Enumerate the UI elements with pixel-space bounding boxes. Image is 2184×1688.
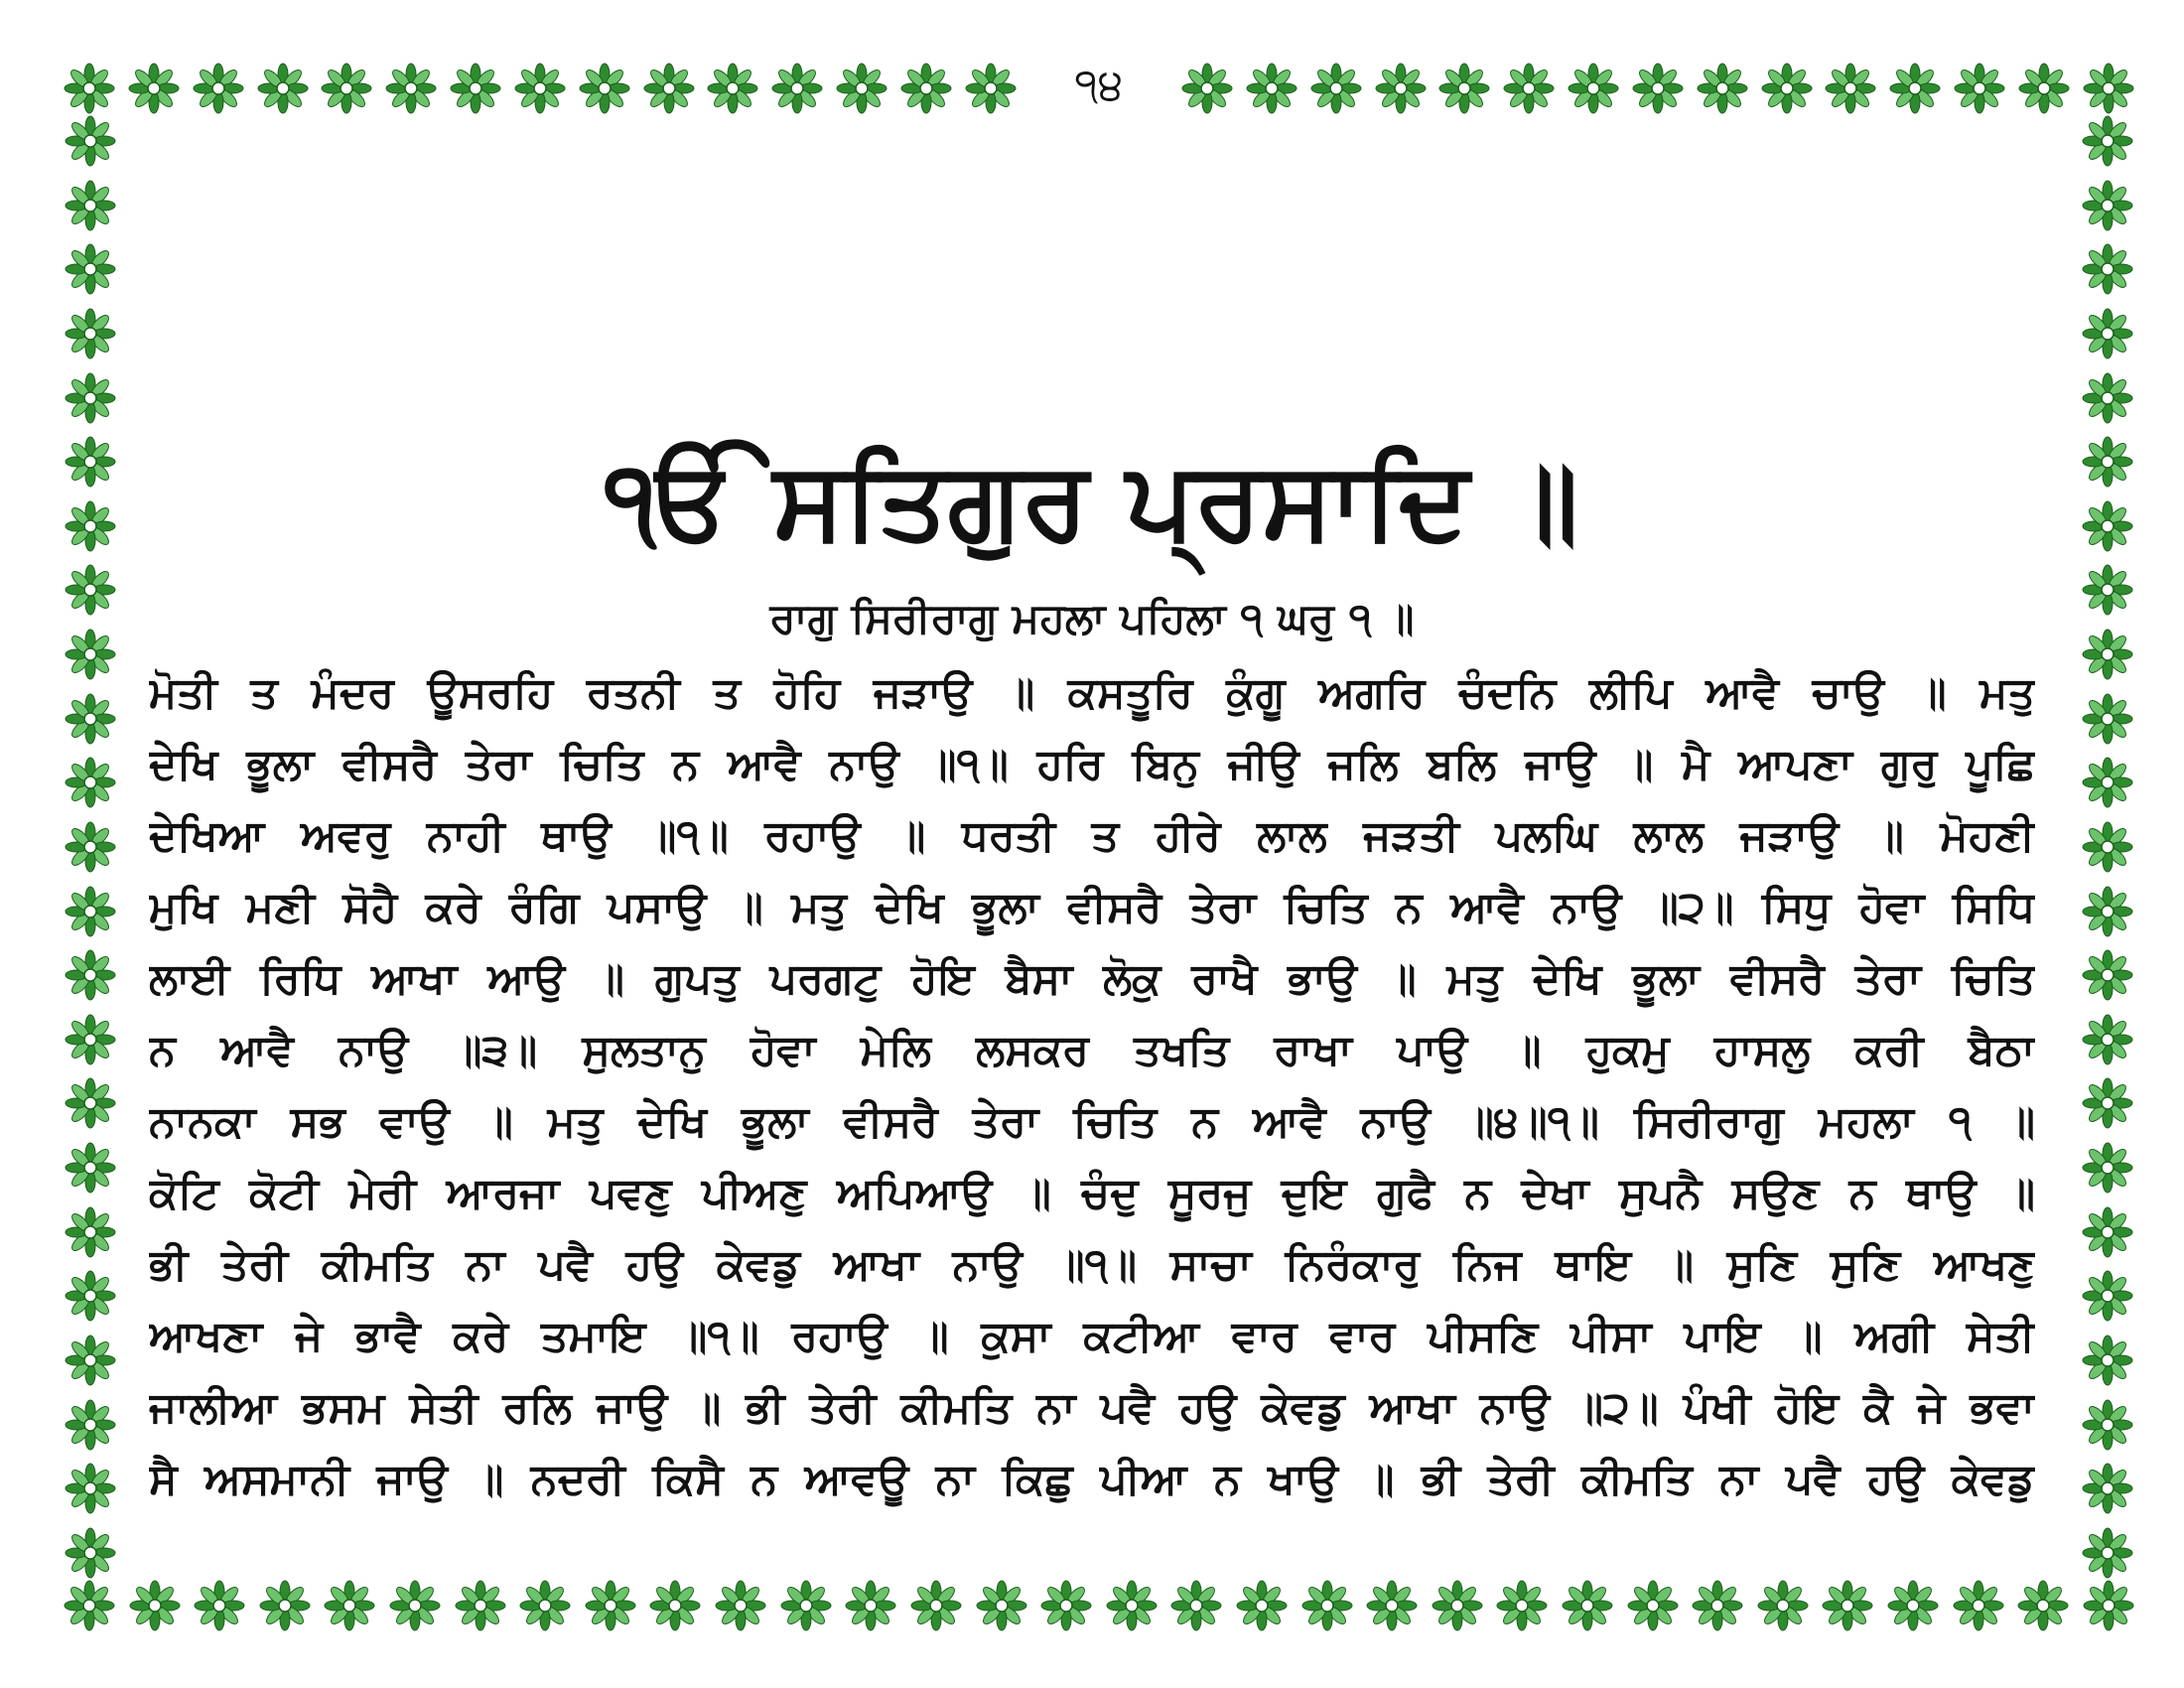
flower-icon	[2082, 1399, 2133, 1451]
flower-icon	[2082, 1463, 2133, 1514]
raag-heading: ਰਾਗੁ ਸਿਰੀਰਾਗੁ ਮਹਲਾ ਪਹਿਲਾ ੧ ਘਰੁ ੧ ॥	[769, 594, 1415, 642]
flower-icon	[257, 63, 309, 114]
flower-icon	[2082, 757, 2133, 808]
flower-icon	[1692, 1580, 1743, 1631]
flower-icon	[1761, 63, 1813, 114]
page-content	[149, 357, 2035, 1559]
shabad-line: ਆਖਣਾ ਜੇ ਭਾਵੈ ਕਰੇ ਤਮਾਇ ॥੧॥ ਰਹਾਉ ॥ ਕੁਸਾ ਕਟੀਆ ਵਾਰ ਵਾਰ ਪੀਸਣਿ ਪੀਸਾ ਪਾਇ ॥ ਅਗੀ ਸੇਤੀ	[149, 1312, 2035, 1361]
flower-icon	[1040, 1580, 1092, 1631]
flower-icon	[65, 308, 116, 359]
flower-icon	[900, 63, 952, 114]
flower-icon	[65, 436, 116, 488]
flower-icon	[1236, 1580, 1288, 1631]
flower-icon	[1170, 1580, 1222, 1631]
flower-icon	[1825, 63, 1876, 114]
flower-icon	[1757, 1580, 1809, 1631]
flower-icon	[1887, 1580, 1939, 1631]
flower-icon	[450, 63, 501, 114]
flower-icon	[579, 63, 630, 114]
flower-icon	[65, 693, 116, 745]
shabad-line: ਲਾਈ ਰਿਧਿ ਆਖਾ ਆਉ ॥ ਗੁਪਤੁ ਪਰਗਟੁ ਹੋਇ ਬੈਸਾ ਲੋਕੁ ਰਾਖੈ ਭਾਉ ॥ ਮਤੁ ਦੇਖਿ ਭੂਲਾ ਵੀਸਰੈ ਤੇਰਾ ਚਿਤਿ	[149, 954, 2035, 1004]
flower-icon	[649, 1580, 701, 1631]
flower-icon	[129, 1580, 181, 1631]
flower-icon	[2082, 436, 2133, 488]
flower-icon	[65, 180, 116, 231]
flower-icon	[65, 1335, 116, 1386]
flower-icon	[2082, 372, 2133, 424]
flower-icon	[65, 629, 116, 680]
flower-icon	[65, 372, 116, 424]
flower-icon	[389, 1580, 441, 1631]
flower-icon	[2082, 180, 2133, 231]
flower-icon	[65, 886, 116, 937]
flower-icon	[321, 63, 372, 114]
flower-icon	[65, 1399, 116, 1451]
flower-icon	[1432, 1580, 1483, 1631]
flower-icon	[259, 1580, 311, 1631]
flower-icon	[1632, 63, 1684, 114]
flower-icon	[1889, 63, 1941, 114]
flower-icon	[1106, 1580, 1158, 1631]
flower-icon	[2082, 564, 2133, 616]
flower-icon	[65, 757, 116, 808]
border-right	[2081, 115, 2134, 1579]
flower-icon	[2083, 63, 2134, 114]
flower-icon	[2082, 1014, 2133, 1065]
flower-icon	[455, 1580, 506, 1631]
shabad-line: ਕੋਟਿ ਕੋਟੀ ਮੇਰੀ ਆਰਜਾ ਪਵਣੁ ਪੀਅਣੁ ਅਪਿਆਉ ॥ ਚੰਦੁ ਸੂਰਜੁ ਦੁਇ ਗੁਫੈ ਨ ਦੇਖਾ ਸੁਪਨੈ ਸਉਣ ਨ ਥਾਉ ॥	[149, 1169, 2035, 1218]
shabad-line: ਦੇਖਿ ਭੂਲਾ ਵੀਸਰੈ ਤੇਰਾ ਚਿਤਿ ਨ ਆਵੈ ਨਾਉ ॥੧॥ ਹਰਿ ਬਿਨੁ ਜੀਉ ਜਲਿ ਬਲਿ ਜਾਉ ॥ ਮੈ ਆਪਣਾ ਗੁਰੁ ਪੂਛਿ	[149, 740, 2035, 789]
flower-icon	[780, 1580, 832, 1631]
flower-icon	[2082, 243, 2133, 295]
flower-icon	[845, 1580, 896, 1631]
shabad-line: ਜਾਲੀਆ ਭਸਮ ਸੇਤੀ ਰਲਿ ਜਾਉ ॥ ਭੀ ਤੇਰੀ ਕੀਮਤਿ ਨਾ ਪਵੈ ਹਉ ਕੇਵਡੁ ਆਖਾ ਨਾਉ ॥੨॥ ਪੰਖੀ ਹੋਇ ਕੈ ਜੇ ਭਵਾ	[149, 1383, 2035, 1433]
flower-icon	[65, 1463, 116, 1514]
flower-icon	[1375, 63, 1427, 114]
shabad-line: ਨਾਨਕਾ ਸਭ ਵਾਉ ॥ ਮਤੁ ਦੇਖਿ ਭੂਲਾ ਵੀਸਰੈ ਤੇਰਾ ਚਿਤਿ ਨ ਆਵੈ ਨਾਉ ॥੪॥੧॥ ਸਿਰੀਰਾਗੁ ਮਹਲਾ ੧ ॥	[149, 1097, 2035, 1147]
flower-icon	[2082, 886, 2133, 937]
flower-icon	[64, 63, 115, 114]
flower-icon	[1954, 63, 2005, 114]
flower-icon	[194, 1580, 245, 1631]
border-bottom	[64, 1579, 2134, 1632]
flower-icon	[65, 115, 116, 167]
shabad-line: ਭੀ ਤੇਰੀ ਕੀਮਤਿ ਨਾ ਪਵੈ ਹਉ ਕੇਵਡੁ ਆਖਾ ਨਾਉ ॥੧॥ ਸਾਚਾ ਨਿਰੰਕਾਰੁ ਨਿਜ ਥਾਇ ॥ ਸੁਣਿ ਸੁਣਿ ਆਖਣੁ	[149, 1240, 2035, 1290]
mool-mantar-title	[149, 437, 2035, 566]
flower-icon	[1568, 63, 1619, 114]
flower-icon	[2083, 1580, 2134, 1631]
flower-icon	[2082, 821, 2133, 873]
flower-icon	[1181, 63, 1233, 114]
flower-icon	[2082, 500, 2133, 552]
flower-icon	[2018, 63, 2070, 114]
flower-icon	[1953, 1580, 2004, 1631]
flower-icon	[715, 1580, 766, 1631]
flower-icon	[2082, 1270, 2133, 1322]
border-top-right	[1181, 62, 2134, 115]
flower-icon	[976, 1580, 1027, 1631]
shabad-line: ਨ ਆਵੈ ਨਾਉ ॥੩॥ ਸੁਲਤਾਨੁ ਹੋਵਾ ਮੇਲਿ ਲਸਕਰ ਤਖਤਿ ਰਾਖਾ ਪਾਉ ॥ ਹੁਕਮੁ ਹਾਸਲੁ ਕਰੀ ਬੈਠਾ	[149, 1026, 2035, 1075]
flower-icon	[1310, 63, 1362, 114]
flower-icon	[910, 1580, 962, 1631]
flower-icon	[514, 63, 566, 114]
shabad-line: ਮੋਤੀ ਤ ਮੰਦਰ ਊਸਰਹਿ ਰਤਨੀ ਤ ਹੋਹਿ ਜੜਾਉ ॥ ਕਸਤੂਰਿ ਕੁੰਗੂ ਅਗਰਿ ਚੰਦਨਿ ਲੀਪਿ ਆਵੈ ਚਾਉ ॥ ਮਤੁ	[149, 668, 2035, 718]
flower-icon	[2082, 1142, 2133, 1194]
page-number: ੧੪	[1074, 60, 1124, 110]
shabad-line: ਮੁਖਿ ਮਣੀ ਸੋਹੈ ਕਰੇ ਰੰਗਿ ਪਸਾਉ ॥ ਮਤੁ ਦੇਖਿ ਭੂਲਾ ਵੀਸਰੈ ਤੇਰਾ ਚਿਤਿ ਨ ਆਵੈ ਨਾਉ ॥੨॥ ਸਿਧੁ ਹੋਵਾ ਸਿਧਿ	[149, 883, 2035, 932]
flower-icon	[2082, 693, 2133, 745]
flower-icon	[2082, 949, 2133, 1001]
flower-icon	[2082, 1077, 2133, 1129]
flower-icon	[1562, 1580, 1613, 1631]
flower-icon	[65, 1270, 116, 1322]
flower-icon	[1822, 1580, 1873, 1631]
flower-icon	[2082, 308, 2133, 359]
flower-icon	[64, 1580, 115, 1631]
flower-icon	[2082, 1527, 2133, 1579]
flower-icon	[836, 63, 887, 114]
flower-icon	[965, 63, 1017, 114]
flower-icon	[707, 63, 758, 114]
flower-icon	[193, 63, 244, 114]
flower-icon	[65, 500, 116, 552]
flower-icon	[65, 243, 116, 295]
flower-icon	[1496, 1580, 1548, 1631]
flower-icon	[65, 564, 116, 616]
flower-icon	[771, 63, 823, 114]
flower-icon	[1438, 63, 1490, 114]
shabad-line: ਸੈ ਅਸਮਾਨੀ ਜਾਉ ॥ ਨਦਰੀ ਕਿਸੈ ਨ ਆਵਊ ਨਾ ਕਿਛੁ ਪੀਆ ਨ ਖਾਉ ॥ ਭੀ ਤੇਰੀ ਕੀਮਤਿ ਨਾ ਪਵੈ ਹਉ ਕੇਵਡੁ	[149, 1455, 2035, 1504]
flower-icon	[65, 1077, 116, 1129]
flower-icon	[324, 1580, 375, 1631]
border-left	[64, 115, 117, 1579]
mool-mantar-text: ੴ ਸਤਿਗੁਰ ਪ੍ਰਸਾਦਿ ॥	[605, 439, 1579, 563]
shabad-line: ਦੇਖਿਆ ਅਵਰੁ ਨਾਹੀ ਥਾਉ ॥੧॥ ਰਹਾਉ ॥ ਧਰਤੀ ਤ ਹੀਰੇ ਲਾਲ ਜੜਤੀ ਪਲਘਿ ਲਾਲ ਜੜਾਉ ॥ ਮੋਹਣੀ	[149, 811, 2035, 861]
flower-icon	[128, 63, 180, 114]
flower-icon	[643, 63, 695, 114]
flower-icon	[1246, 63, 1297, 114]
flower-icon	[65, 1206, 116, 1258]
flower-icon	[65, 1142, 116, 1194]
flower-icon	[2017, 1580, 2069, 1631]
flower-icon	[1627, 1580, 1679, 1631]
flower-icon	[1503, 63, 1555, 114]
flower-icon	[65, 1527, 116, 1579]
flower-icon	[385, 63, 437, 114]
flower-icon	[1301, 1580, 1353, 1631]
flower-icon	[519, 1580, 571, 1631]
flower-icon	[2082, 1206, 2133, 1258]
flower-icon	[1366, 1580, 1418, 1631]
flower-icon	[585, 1580, 636, 1631]
flower-icon	[1697, 63, 1748, 114]
flower-icon	[2082, 115, 2133, 167]
border-top-left	[64, 62, 1017, 115]
flower-icon	[2082, 1335, 2133, 1386]
flower-icon	[65, 949, 116, 1001]
flower-icon	[65, 1014, 116, 1065]
shabad-text	[149, 657, 2035, 1515]
flower-icon	[65, 821, 116, 873]
flower-icon	[2082, 629, 2133, 680]
